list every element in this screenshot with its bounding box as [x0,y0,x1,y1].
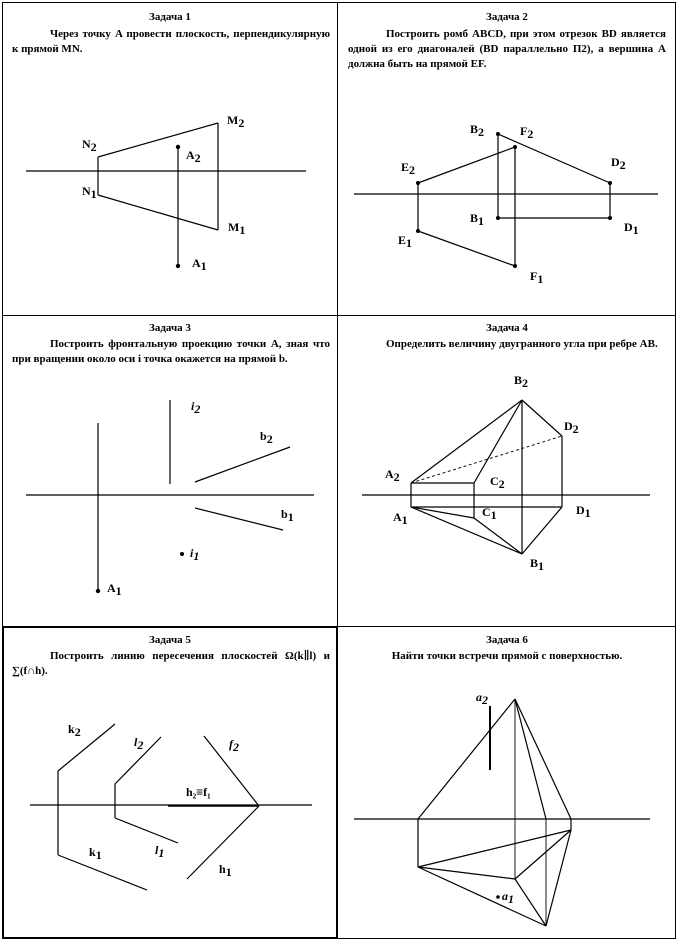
t2-label-d2: D2 [611,155,626,172]
t5-label-h1: h1 [219,862,232,879]
t5-label-l1: l1 [155,843,165,860]
t1-label-m2: M2 [227,113,245,130]
task-5-title: Задача 5 [149,634,191,646]
t4-label-a2: A2 [385,467,400,484]
t1-label-a1: A1 [192,256,207,273]
t2-label-e1: E1 [398,233,413,250]
t2-label-f2: F2 [520,124,534,141]
t4-label-b1: B1 [530,556,545,573]
t2-label-d1: D1 [624,220,639,237]
t4-label-b2: B2 [514,373,529,390]
t4-label-d2: D2 [564,419,579,436]
task-3-description: Построить фронтальную проекцию точки A, зная что при вращении около оси i точка окажется на прямой b. [12,338,330,365]
task-6-title: Задача 6 [486,634,528,646]
task-4-description: Определить величину двугранного угла при ребре AB. [386,338,658,350]
t2-label-b1: B1 [470,211,485,228]
task-5-description: Построить линию пересечения плоскостей Ω(k∥l) и ∑(f∩h). [12,650,330,677]
t6-label-a1: a1 [502,889,514,906]
t3-label-a1: A1 [107,581,122,598]
t1-label-n1: N1 [82,184,97,201]
t5-label-h2f1: h₂≡f₁ [186,785,211,799]
t6-base-right-bottom [546,830,571,926]
t1-label-n2: N2 [82,137,97,154]
t2-label-e2: E2 [401,160,416,177]
t4-label-d1: D1 [576,503,591,520]
t4-label-c2: C2 [490,474,505,491]
task-3-title: Задача 3 [149,322,191,334]
t1-label-a2: A2 [186,148,201,165]
t4-label-c1: C1 [482,505,497,522]
t3-label-b2: b2 [260,429,273,446]
t6-edge-apex-right [515,699,571,819]
t6-label-a2: a2 [476,690,488,707]
t3-label-i2: i2 [191,399,201,416]
t6-plan-left-apex [418,867,515,879]
t3-label-i1: i1 [190,546,200,563]
t2-label-f1: F1 [530,269,544,286]
task-6-description: Найти точки встречи прямой с поверхностью. [391,650,623,662]
t2-label-b2: B2 [470,122,485,139]
task-1-title: Задача 1 [149,11,191,23]
t6-edge-apex-mid [515,699,546,819]
t6-base-left-right [418,830,571,867]
t6-edge-apex-left [418,699,515,819]
task-4-title: Задача 4 [486,322,528,334]
t4-label-a1: A1 [393,510,408,527]
task-2-description: Построить ромб ABCD, при этом отрезок BD является одной из его диагоналей (BD параллельно П2), а вершина A должна быть на прямой EF. [348,28,666,70]
t5-label-f2: f2 [229,737,239,754]
t3-label-b1: b1 [281,507,294,524]
t1-label-m1: M1 [228,220,246,237]
t5-label-k2: k2 [68,722,81,739]
t6-point-a1 [496,895,500,899]
t5-label-k1: k1 [89,845,102,862]
task-2-title: Задача 2 [486,11,528,23]
task-1-description: Через точку A провести плоскость, перпендикулярную к прямой MN. [12,28,330,55]
t5-label-l2: l2 [134,735,144,752]
